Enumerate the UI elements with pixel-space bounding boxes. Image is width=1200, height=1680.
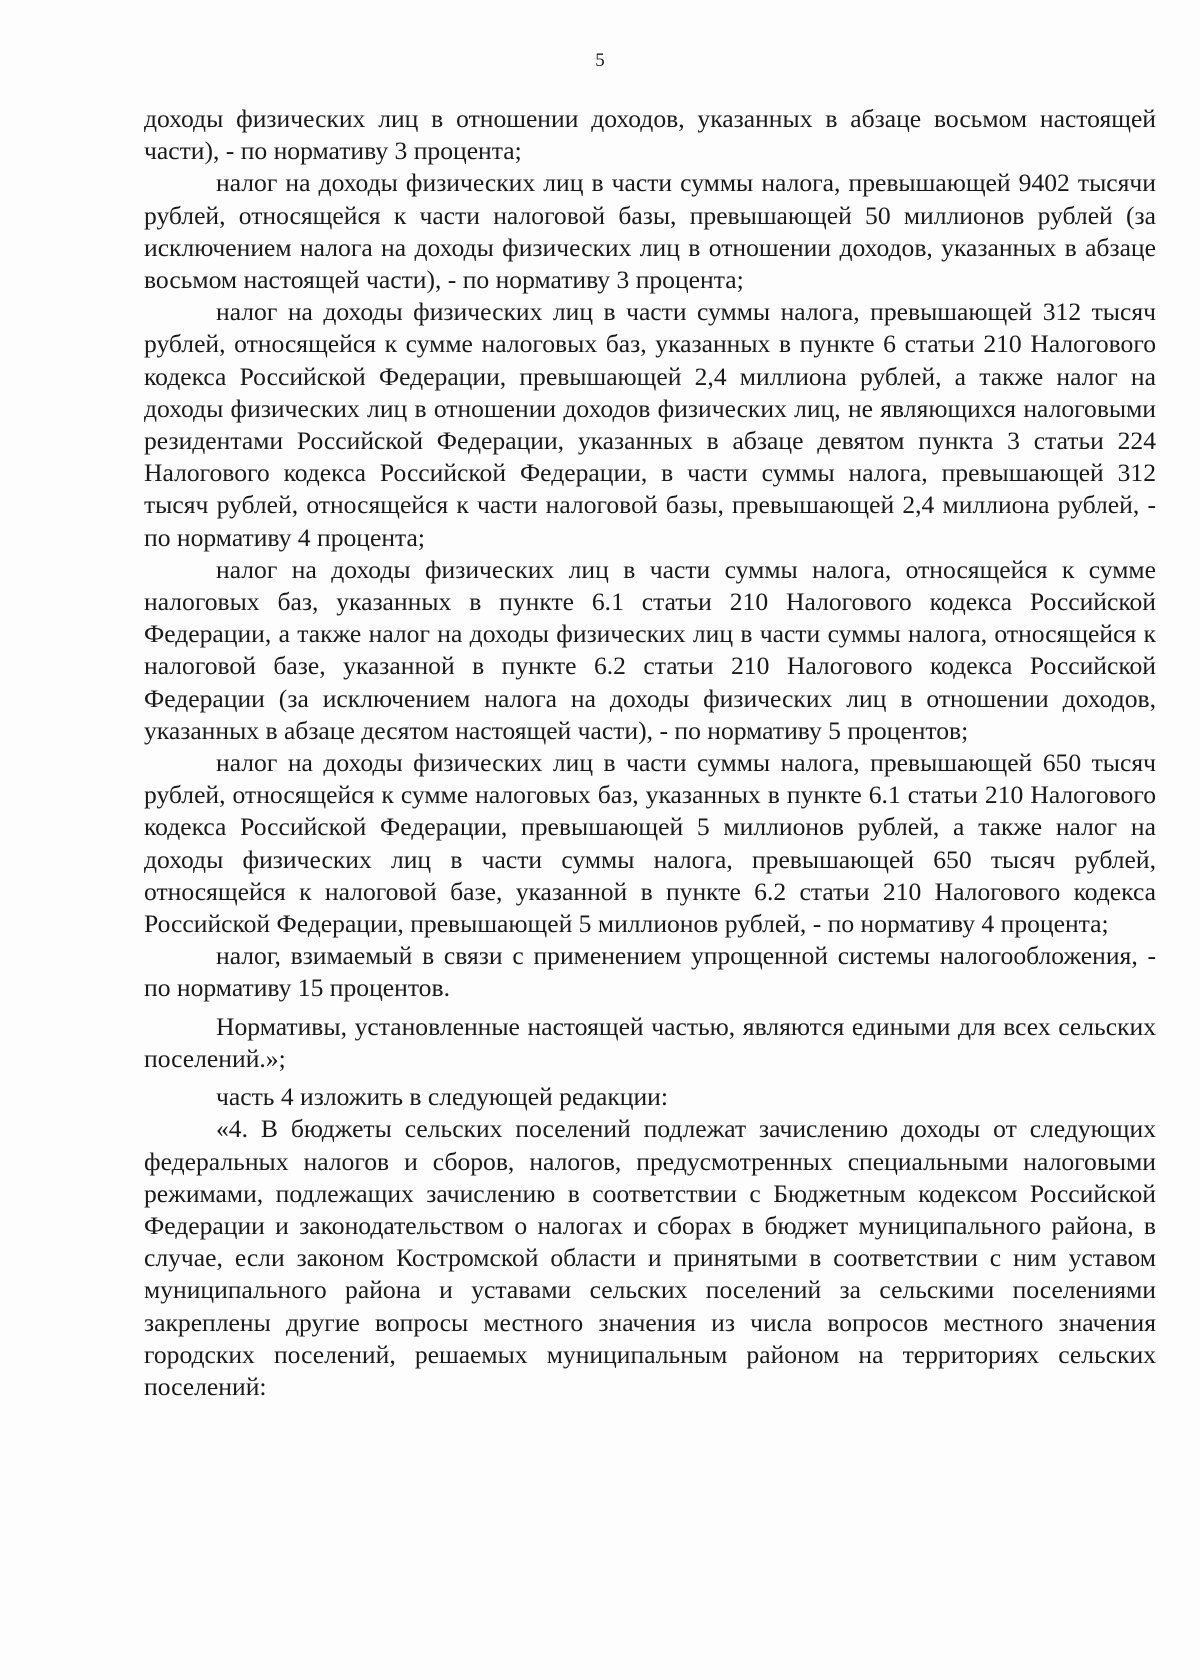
paragraph-tax-6-1: налог на доходы физических лиц в части суммы налога, относящейся к сумме налоговых баз, указанных в пункте 6.1 статьи 210 Налогового кодекса Российской Федерации, а также налог на доходы физических лиц в части суммы налога, относящейся к налоговой базе, указанной в пункте 6.2 статьи 210 Налогового кодекса Российской Федерации (за исключением налога на доходы физических лиц в отношении доходов, указанных в абзаце десятом настоящей части), - по нормативу 5 процентов; xyxy=(144,554,1156,745)
paragraph-tax-312: налог на доходы физических лиц в части суммы налога, превышающей 312 тысяч рублей, относящейся к сумме налоговых баз, указанных в пункте 6 статьи 210 Налогового кодекса Российской Федерации, превышающей 2,4 миллиона рублей, а также налог на доходы физических лиц в отношении доходов физических лиц, не являющихся налоговыми резидентами Российской Федерации, указанных в абзаце девятом пункта 3 статьи 224 Налогового кодекса Российской Федерации, в части суммы налога, превышающей 312 тысяч рублей, относящейся к части налоговой базы, превышающей 2,4 миллиона рублей, - по нормативу 4 процента; xyxy=(144,297,1156,552)
paragraph-simplified-tax: налог, взимаемый в связи с применением упрощенной системы налогообложения, - по нормативу 15 процентов. xyxy=(144,941,1156,1003)
paragraph-norms: Нормативы, установленные настоящей частью, являются едиными для всех сельских поселений.»; xyxy=(144,1011,1156,1073)
paragraph-part-4-text: «4. В бюджеты сельских поселений подлежат зачислению доходы от следующих федеральных налогов и сборов, налогов, предусмотренных специальными налоговыми режимами, подлежащих зачислению в соответствии с Бюджетным кодексом Российской Федерации и законодательством о налогах и сборах в бюджет муниципального района, в случае, если законом Костромской области и принятыми в соответствии с ним уставом муниципального района и уставами сельских поселений за сельскими поселениями закреплены другие вопросы местного значения из числа вопросов местного значения городских поселений, решаемых муниципальным районом на территориях сельских поселений: xyxy=(144,1114,1156,1401)
paragraph-tax-9402: налог на доходы физических лиц в части суммы налога, превышающей 9402 тысячи рублей, относящейся к части налоговой базы, превышающей 50 миллионов рублей (за исключением налога на доходы физических лиц в отношении доходов, указанных в абзаце восьмом настоящей части), - по нормативу 3 процента; xyxy=(144,168,1156,295)
paragraph-tax-650: налог на доходы физических лиц в части суммы налога, превышающей 650 тысяч рублей, относящейся к сумме налоговых баз, указанных в пункте 6.1 статьи 210 Налогового кодекса Российской Федерации, превышающей 5 миллионов рублей, а также налог на доходы физических лиц в части суммы налога, превышающей 650 тысяч рублей, относящейся к налоговой базе, указанной в пункте 6.2 статьи 210 Налогового кодекса Российской Федерации, превышающей 5 миллионов рублей, - по нормативу 4 процента; xyxy=(144,748,1156,939)
page-number: 5 xyxy=(595,50,605,71)
document-body xyxy=(144,103,1156,1403)
paragraph-continuation: доходы физических лиц в отношении доходов, указанных в абзаце восьмом настоящей части), - по нормативу 3 процента; xyxy=(144,104,1156,166)
paragraph-part-4-heading: часть 4 изложить в следующей редакции: xyxy=(216,1082,668,1112)
